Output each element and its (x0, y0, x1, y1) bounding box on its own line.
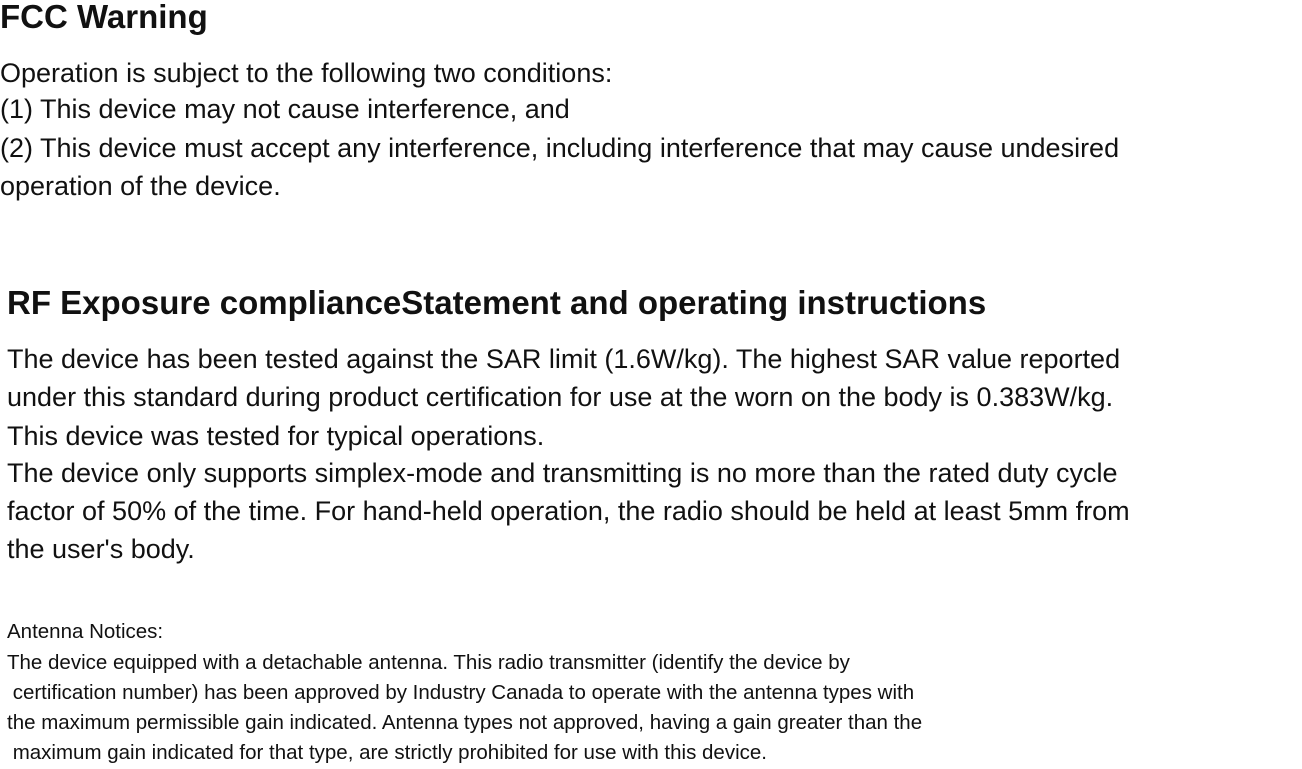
fcc-line-intro: Operation is subject to the following two conditions: (0, 58, 613, 88)
rf-exposure-heading: RF Exposure complianceStatement and operating instructions (7, 284, 987, 321)
antenna-line-1: The device equipped with a detachable antenna. This radio transmitter (identify the device by (7, 651, 850, 674)
rf-line-5: factor of 50% of the time. For hand-held operation, the radio should be held at least 5mm from (7, 496, 1130, 526)
antenna-line-3: the maximum permissible gain indicated. Antenna types not approved, having a gain greater than the (7, 711, 923, 734)
antenna-notices-title: Antenna Notices: (7, 620, 164, 643)
fcc-warning-heading: FCC Warning (0, 0, 208, 35)
rf-line-2: under this standard during product certification for use at the worn on the body is 0.383W/kg. (7, 382, 1114, 412)
fcc-line-condition-2-cont: operation of the device. (0, 171, 281, 201)
fcc-line-condition-1: (1) This device may not cause interference, and (0, 94, 570, 124)
rf-line-3: This device was tested for typical operations. (7, 421, 545, 451)
rf-line-4: The device only supports simplex-mode and transmitting is no more than the rated duty cycle (7, 458, 1118, 488)
fcc-line-condition-2: (2) This device must accept any interference, including interference that may cause undesired (0, 133, 1120, 163)
rf-line-1: The device has been tested against the SAR limit (1.6W/kg). The highest SAR value reported (7, 344, 1121, 374)
antenna-line-2: certification number) has been approved by Industry Canada to operate with the antenna types with (7, 681, 915, 704)
antenna-line-4: maximum gain indicated for that type, are strictly prohibited for use with this device. (7, 741, 767, 764)
rf-line-6: the user's body. (7, 534, 195, 564)
